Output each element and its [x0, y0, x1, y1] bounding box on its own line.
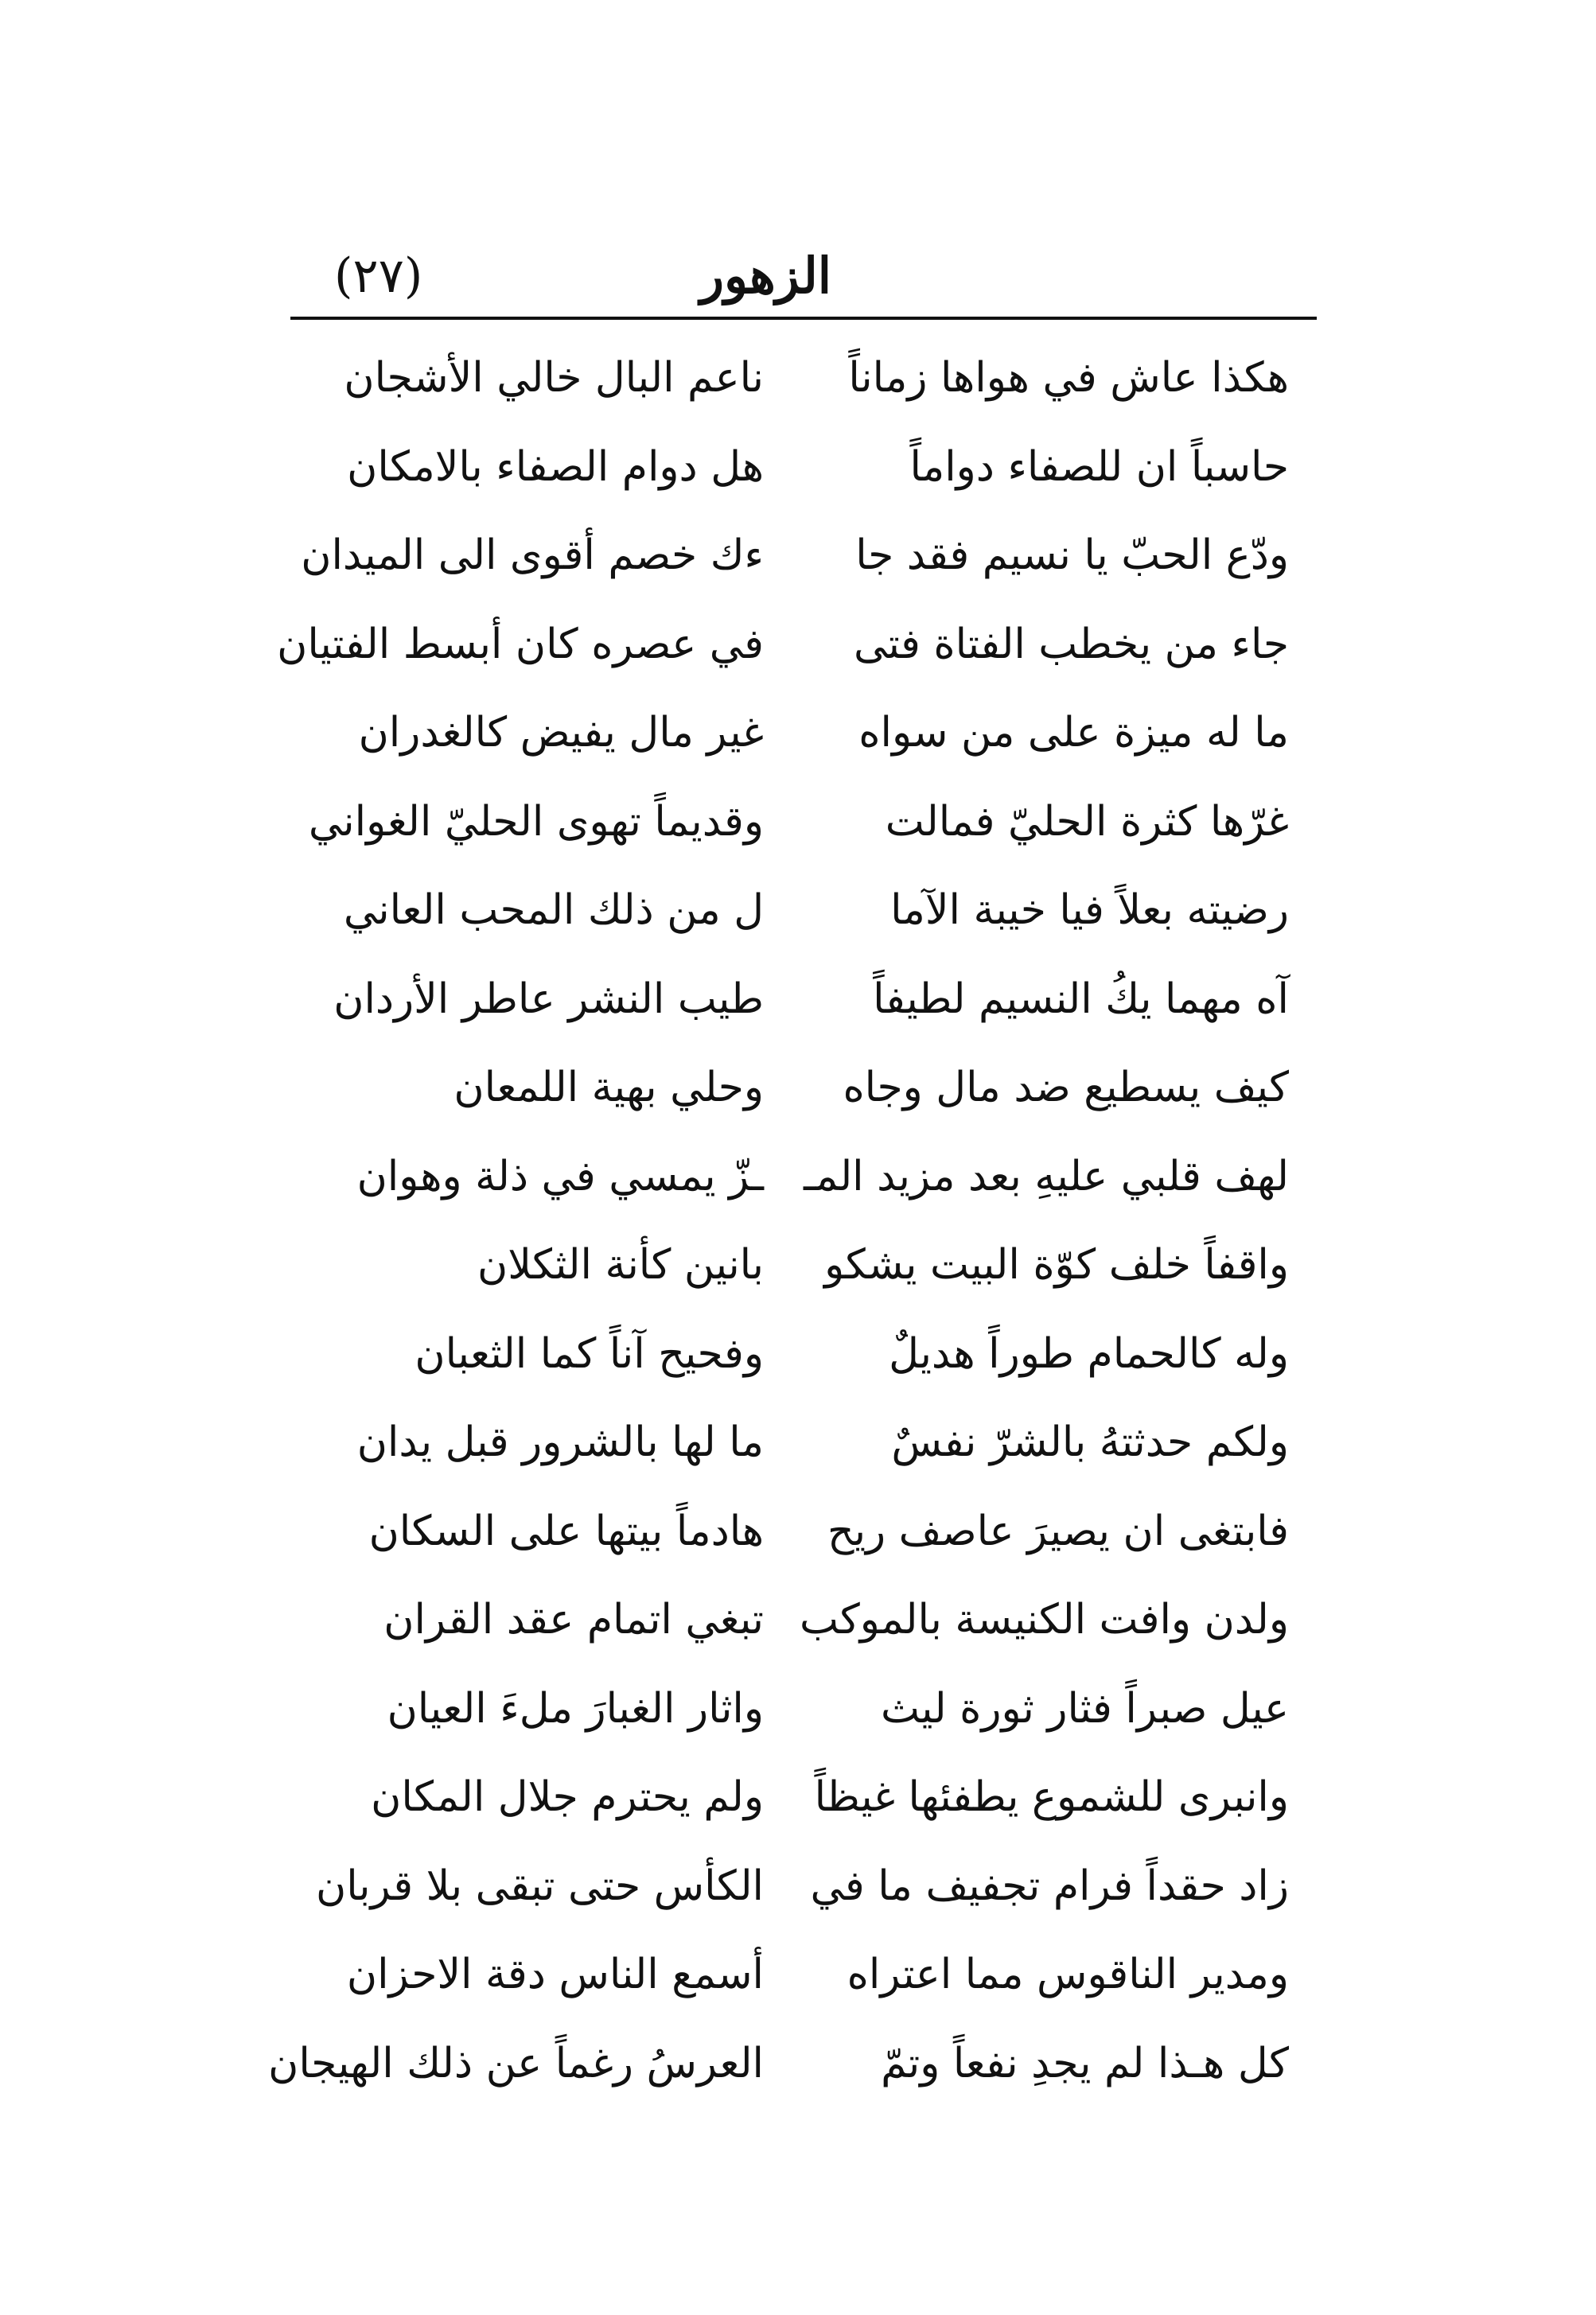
verse-first-hemistich: كيف يسطيع ضد مال وجاه [843, 1064, 1289, 1112]
verse-line [318, 866, 1289, 955]
verse-first-hemistich: ولدن وافت الكنيسة بالموكب [799, 1596, 1289, 1644]
verse-line [318, 1665, 1289, 1754]
verse-second-hemistich: وفحيح آناً كما الثعبان [415, 1329, 764, 1378]
verse-second-hemistich: الكأس حتى تبقى بلا قربان [316, 1862, 764, 1910]
verse-line [277, 601, 1289, 690]
verse-first-hemistich: ومدير الناقوس مما اعتراه [847, 1951, 1289, 1999]
verse-line [318, 423, 1289, 512]
running-title: الزهور [700, 247, 831, 305]
page-header [286, 232, 1321, 320]
verse-line [308, 778, 1289, 867]
verse-first-hemistich: غرّها كثرة الحليّ فمالت [885, 797, 1289, 846]
verse-line [318, 1221, 1289, 1310]
verse-first-hemistich: ولكم حدثتهُ بالشرّ نفسٌ [891, 1418, 1289, 1467]
verse-line [301, 512, 1289, 601]
verse-second-hemistich: وحلي بهية اللمعان [453, 1064, 764, 1112]
verse-first-hemistich: كل هـذا لم يجدِ نفعاً وتمّ [881, 2039, 1289, 2087]
verse-line [318, 1753, 1289, 1842]
verse-first-hemistich: ودّع الحبّ يا نسيم فقد جا [855, 531, 1289, 580]
verse-second-hemistich: واثار الغبارَ ملءَ العيان [387, 1684, 764, 1733]
verse-second-hemistich: ما لها بالشرور قبل يدان [356, 1418, 764, 1467]
verse-second-hemistich: ولم يحترم جلال المكان [371, 1773, 764, 1822]
verse-line [318, 1399, 1289, 1488]
verse-first-hemistich: حاسباً ان للصفاء دواماً [909, 442, 1289, 491]
verse-first-hemistich: عيل صبراً فثار ثورة ليث [881, 1684, 1289, 1733]
verse-first-hemistich: رضيته بعلاً فيا خيبة الآما [890, 886, 1289, 935]
verse-line [318, 1576, 1289, 1665]
verse-second-hemistich: العرسُ رغماً عن ذلك الهيجان [268, 2039, 764, 2087]
verse-line [318, 1133, 1289, 1222]
verse-second-hemistich: أسمع الناس دقة الاحزان [346, 1951, 764, 1999]
verse-first-hemistich: لهف قلبي عليهِ بعد مزيد المـ [804, 1152, 1289, 1200]
verse-second-hemistich: هل دوام الصفاء بالامكان [347, 442, 764, 491]
verse-second-hemistich: ناعم البال خالي الأشجان [344, 354, 764, 403]
verse-line [318, 1310, 1289, 1399]
verse-second-hemistich: تبغي اتمام عقد القران [383, 1596, 764, 1644]
verse-second-hemistich: طيب النشر عاطر الأردان [333, 975, 764, 1023]
verse-line [318, 689, 1289, 778]
verse-first-hemistich: وانبرى للشموع يطفئها غيظاً [814, 1773, 1289, 1822]
verse-line [318, 1044, 1289, 1133]
header-rule [290, 317, 1317, 320]
verse-first-hemistich: وله كالحمام طوراً هديلٌ [889, 1329, 1289, 1378]
verse-first-hemistich: واقفاً خلف كوّة البيت يشكو [824, 1241, 1289, 1290]
verse-line [318, 1488, 1289, 1577]
verse-second-hemistich: بانين كأنة الثكلان [477, 1241, 764, 1290]
verse-first-hemistich: زاد حقداً فرام تجفيف ما في [810, 1862, 1289, 1910]
verse-first-hemistich: هكذا عاش في هواها زماناً [848, 354, 1289, 403]
verse-second-hemistich: في عصره كان أبسط الفتيان [277, 620, 764, 668]
verse-first-hemistich: جاء من يخطب الفتاة فتى [853, 620, 1289, 668]
verse-second-hemistich: ءك خصم أقوى الى الميدان [301, 531, 764, 580]
verse-second-hemistich: غير مال يفيض كالغدران [358, 709, 764, 757]
page-number: (٢٧) [334, 248, 423, 304]
verse-line [318, 334, 1289, 423]
verse-first-hemistich: فابتغى ان يصيرَ عاصف ريح [827, 1507, 1289, 1555]
verse-line [268, 2020, 1289, 2109]
verse-second-hemistich: هادماً بيتها على السكان [368, 1507, 764, 1555]
poem [268, 334, 1289, 2108]
verse-second-hemistich: وقديماً تهوى الحليّ الغواني [308, 797, 764, 846]
verse-line [318, 1842, 1289, 1932]
verse-first-hemistich: ما له ميزة على من سواه [858, 709, 1289, 757]
verse-line [318, 1931, 1289, 2020]
verse-second-hemistich: ل من ذلك المحب العاني [343, 886, 764, 935]
verse-second-hemistich: ـزّ يمسي في ذلة وهوان [356, 1152, 764, 1200]
verse-first-hemistich: آه مهما يكُ النسيم لطيفاً [873, 975, 1289, 1023]
verse-line [318, 955, 1289, 1045]
